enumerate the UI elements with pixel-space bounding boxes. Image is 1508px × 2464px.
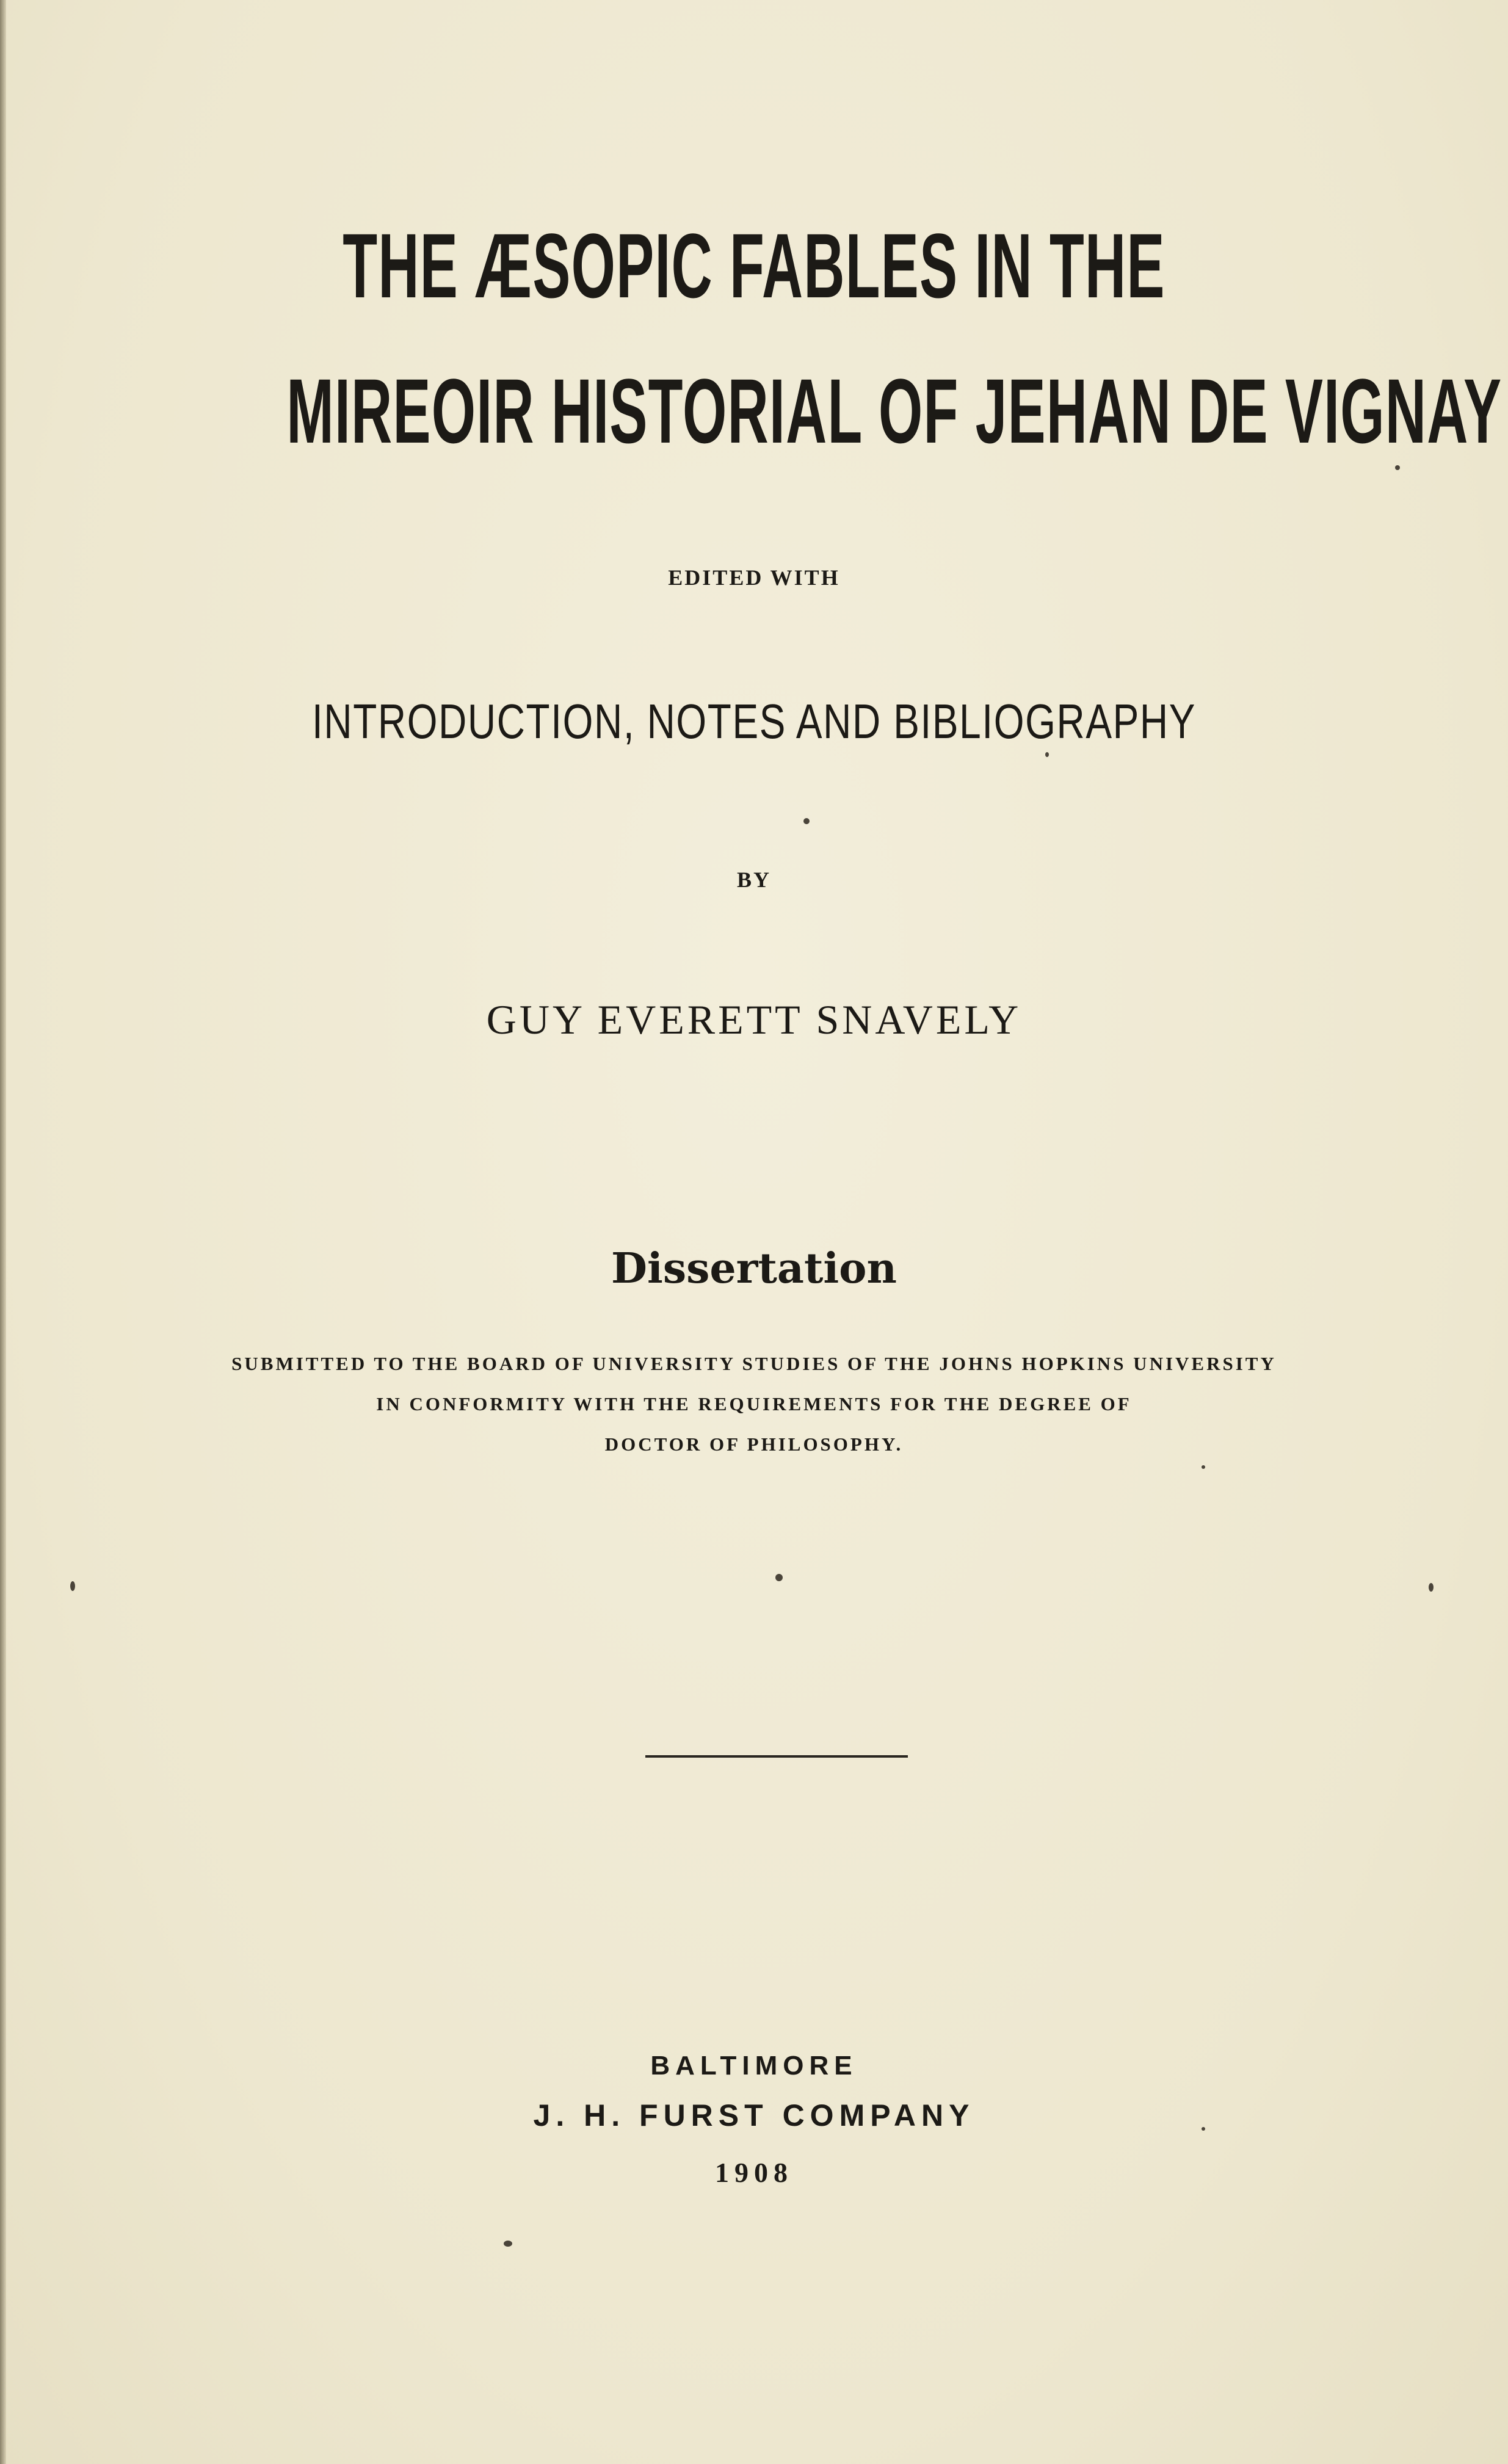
submitted-line-2: IN CONFORMITY WITH THE REQUIREMENTS FOR THE DEGREE OF (376, 1393, 1132, 1415)
page-edge-shadow (0, 0, 6, 2464)
paper-speck (1395, 465, 1400, 470)
paper-speck (803, 818, 810, 824)
imprint-year: 1908 (715, 2157, 793, 2188)
title-line-1: THE ÆSOPIC FABLES IN THE (343, 214, 1165, 317)
horizontal-rule (645, 1755, 908, 1758)
edited-with-label: EDITED WITH (668, 565, 840, 590)
paper-speck (1202, 1465, 1205, 1469)
imprint-publisher: J. H. FURST COMPANY (533, 2098, 975, 2132)
submitted-line-1: SUBMITTED TO THE BOARD OF UNIVERSITY STUDIES OF THE JOHNS HOPKINS UNIVERSITY (231, 1353, 1277, 1374)
paper-speck (504, 2241, 512, 2247)
author-name: GUY EVERETT SNAVELY (486, 996, 1022, 1043)
paper-speck (1429, 1583, 1434, 1592)
paper-speck (775, 1574, 783, 1581)
paper-speck (70, 1581, 75, 1591)
imprint-city: BALTIMORE (650, 2051, 858, 2081)
paper-speck (1045, 752, 1049, 757)
introduction-line: INTRODUCTION, NOTES AND BIBLIOGRAPHY (311, 694, 1196, 748)
dissertation-heading: Dissertation (611, 1244, 897, 1293)
paper-speck (1202, 2127, 1205, 2131)
by-label: BY (736, 868, 771, 892)
submitted-line-3: DOCTOR OF PHILOSOPHY. (604, 1433, 904, 1455)
title-line-2: MIREOIR HISTORIAL OF JEHAN DE VIGNAY (286, 360, 1503, 462)
